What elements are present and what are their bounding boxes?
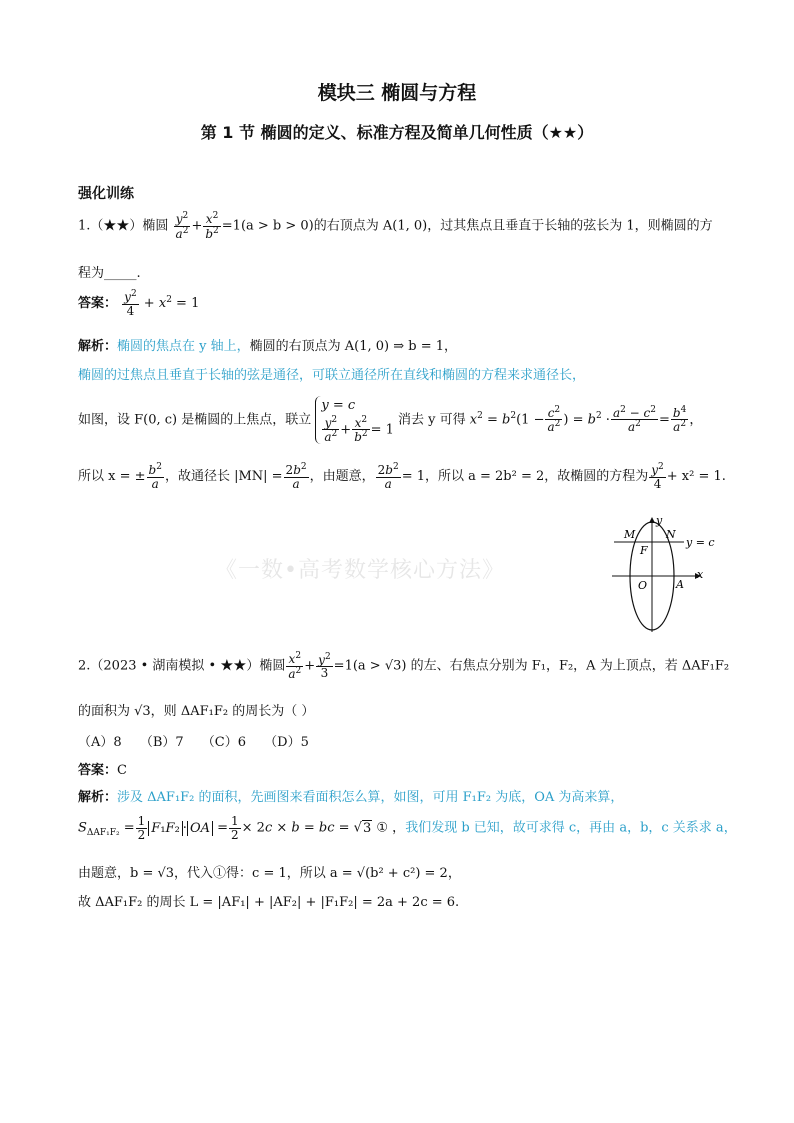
equation-system: y = c $\frac{y^2}{a^2}$ + $\frac{x^2}{b^2}$ = 1	[315, 396, 394, 444]
q1-statement: 1.（★★）椭圆 $\frac{y^2}{a^2}$ + $\frac{x^2}{b^2}$ =1(a > b > 0)的右顶点为 A(1, 0)，过其焦点且垂直于长轴的弦长为 1，则椭圆的方	[78, 211, 713, 241]
q2-answer: 答案：C	[78, 763, 127, 778]
q2-analysis-line3: 由题意，b = √3，代入①得：c = 1，所以 a = √(b² + c²) = 2，	[78, 866, 461, 881]
label-F: F	[640, 544, 648, 557]
q2-statement-line2: 的面积为 √3，则 ΔAF₁F₂ 的周长为（ ）	[78, 704, 315, 719]
q1-answer: 答案： $\frac{y^2}{4}$ + $x^2 = 1$	[78, 289, 200, 318]
q1-analysis-line3: 如图，设 F(0, c) 是椭圆的上焦点，联立 y = c $\frac{y^2}{a^2}$ + $\frac{x^2}{b^2}$ = 1 消去 y 可得 $x^2 = b^2(1$ − $\frac{c^2}{a^2}$ ) = $b^2$ · $\frac{a^2 - c^2}{a^2}$ = $\frac{b^4}{a^2}$ ，	[78, 398, 703, 445]
page-title: 模块三 椭圆与方程	[317, 82, 477, 104]
ellipse-figure	[600, 512, 720, 637]
label-A: A	[676, 578, 684, 591]
section-heading: 强化训练	[78, 186, 134, 202]
fraction: $\frac{y^2}{4}$	[124, 289, 137, 318]
fraction: $\frac{x^2}{b^2}$	[205, 211, 219, 241]
q2-statement: 2.（2023 • 湖南模拟 • ★★）椭圆 $\frac{x^2}{a^2}$ + $\frac{y^2}{3}$ =1(a > √3) 的左、右焦点分别为 F₁，F₂，A 为上顶点，若 ΔAF₁F₂	[78, 651, 730, 681]
option-d: （D）5	[264, 735, 309, 750]
label-O: O	[638, 579, 648, 592]
label-N: N	[666, 528, 676, 541]
q2-analysis-line2: $S_{\Delta AF_1F_2}$ = $\frac{1}{2}$ F₁F₂ · OA = $\frac{1}{2}$ × 2c × b = bc = √3 ① ，我们发现 b 已知，故可求得 c，再由 a，b，c 关系求 a，	[78, 814, 737, 842]
q1-statement-line2: 程为_____.	[78, 266, 141, 281]
option-a: （A）8	[78, 735, 122, 750]
q2-options	[78, 731, 309, 750]
option-c: （C）6	[201, 735, 246, 750]
label-y: y	[656, 514, 663, 527]
watermark: 《一数•高考数学核心方法》	[215, 558, 505, 583]
fraction: $\frac{y^2}{a^2}$	[175, 211, 189, 241]
option-b: （B）7	[139, 735, 184, 750]
label-line: y = c	[686, 536, 715, 549]
label-M: M	[624, 528, 636, 541]
q1-analysis-line1: 解析：椭圆的焦点在 y 轴上，椭圆的右顶点为 A(1, 0) ⇒ b = 1，	[78, 339, 458, 354]
label-x: x	[697, 568, 704, 581]
q1-analysis-line2: 椭圆的过焦点且垂直于长轴的弦是通径，可联立通径所在直线和椭圆的方程来求通径长，	[78, 368, 586, 383]
q1-analysis-line4: 所以 x = ± $\frac{b^2}{a}$ ，故通径长 |MN| = $\frac{2b^2}{a}$ ，由题意， $\frac{2b^2}{a}$ = 1，所以 a = 2b² = 2，故椭圆的方程为 $\frac{y^2}{4}$ + x² = 1.	[78, 462, 726, 491]
q2-analysis-line4: 故 ΔAF₁F₂ 的周长 L = |AF₁| + |AF₂| + |F₁F₂| = 2a + 2c = 6.	[78, 895, 460, 910]
page-subtitle: 第 1 节 椭圆的定义、标准方程及简单几何性质（★★）	[200, 123, 594, 142]
q2-analysis-line1: 解析：涉及 ΔAF₁F₂ 的面积，先画图来看面积怎么算，如图，可用 F₁F₂ 为底，OA 为高来算，	[78, 790, 624, 805]
